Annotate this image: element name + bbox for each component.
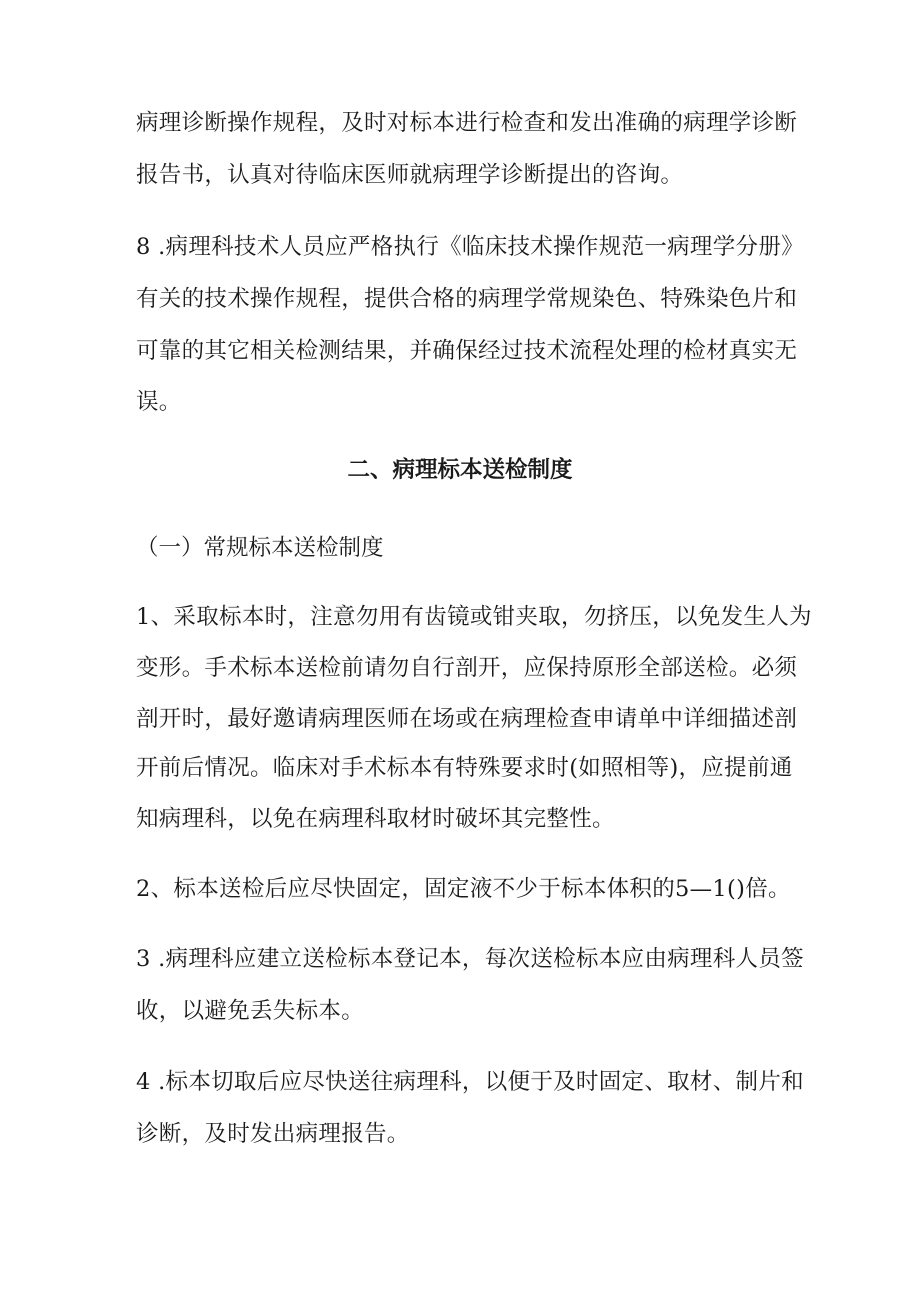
text-line: 知病理科，以免在病理科取材时破坏其完整性。	[136, 806, 615, 832]
text-line: 3 .病理科应建立送检标本登记本，每次送检标本应由病理科人员签	[136, 946, 804, 972]
subsection-heading: （一）常规标本送检制度	[136, 535, 384, 561]
text-line: 8 .病理科技术人员应严格执行《临床技术操作规范一病理学分册》	[136, 234, 804, 260]
text-line: 有关的技术操作规程，提供合格的病理学常规染色、特殊染色片和	[136, 286, 798, 312]
text-line: 收，以避免丢失标本。	[136, 998, 365, 1024]
text-line: 4 .标本切取后应尽快送往病理科，以便于及时固定、取材、制片和	[136, 1069, 804, 1095]
text-line: 报告书，认真对待临床医师就病理学诊断提出的咨询。	[136, 162, 684, 188]
text-line: 1、采取标本时，注意勿用有齿镜或钳夹取，勿挤压，以免发生人为	[136, 604, 812, 630]
text-line: 病理诊断操作规程，及时对标本进行检查和发出准确的病理学诊断	[136, 110, 798, 136]
text-line: 可靠的其它相关检测结果，并确保经过技术流程处理的检材真实无	[136, 338, 798, 364]
text-line: 诊断，及时发出病理报告。	[136, 1121, 410, 1147]
section-heading: 二、病理标本送检制度	[347, 457, 573, 483]
text-line: 误。	[136, 389, 182, 415]
text-line: 变形。手术标本送检前请勿自行剖开，应保持原形全部送检。必须	[136, 655, 798, 681]
text-line: 2、标本送检后应尽快固定，固定液不少于标本体积的5—1()倍。	[136, 876, 791, 902]
text-line: 开前后情况。临床对手术标本有特殊要求时(如照相等)，应提前通	[136, 755, 793, 781]
text-line: 剖开时，最好邀请病理医师在场或在病理检查申请单中详细描述剖	[136, 706, 798, 732]
